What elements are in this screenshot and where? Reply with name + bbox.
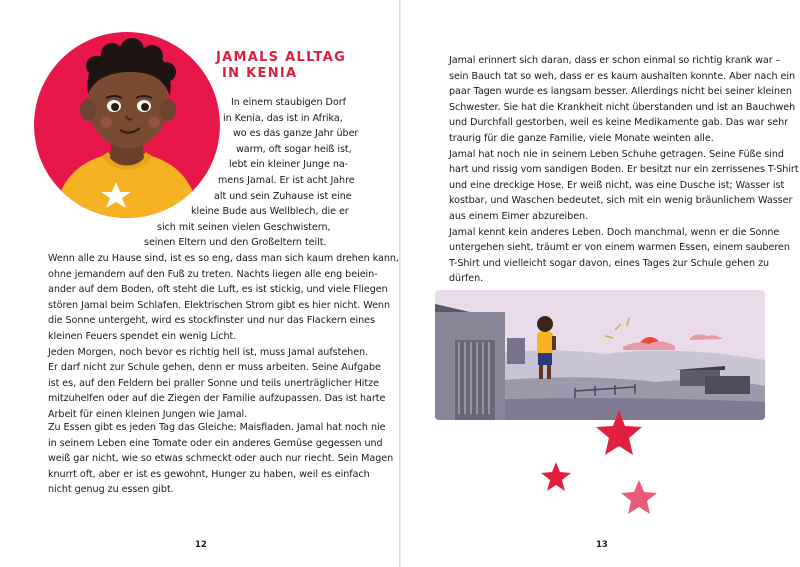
- right-line: Jamal erinnert sich daran, dass er schon einmal so richtig krank war –: [449, 55, 781, 66]
- body-line: Er darf nicht zur Schule gehen, denn er muss arbeiten. Seine Aufgabe: [48, 362, 381, 374]
- page-right: [401, 0, 800, 567]
- body-line: Arbeit für einen kleinen Jungen wie Jamal.: [48, 408, 248, 420]
- body-line: mitzuhelfen oder auf die Ziegen der Familie aufzupassen. Das ist harte: [48, 393, 386, 405]
- right-line: untergehen sieht, träumt er von einem warmen Essen, einem sauberen: [449, 242, 790, 254]
- food-line: in seinem Leben eine Tomate oder ein anderes Gemüse gegessen und: [48, 437, 383, 449]
- right-line: dürfen.: [449, 273, 484, 285]
- body-line: kleinen Feuers spendet ein wenig Licht.: [48, 330, 237, 342]
- chapter-title: [216, 50, 346, 82]
- decorative-stars: [401, 0, 800, 567]
- body-paragraph: [48, 251, 399, 423]
- intro-paragraph: [0, 95, 399, 251]
- intro-line: In einem staubigen Dorf: [231, 97, 346, 108]
- body-line: ohne jemandem auf den Fuß zu treten. Nachts liegen alle eng beiein-: [48, 268, 378, 280]
- right-line: traurig für die ganze Familie, viele Monate weinten alle.: [449, 132, 714, 144]
- body-line: Wenn alle zu Hause sind, ist es so eng, dass man sich kaum drehen kann,: [48, 253, 399, 264]
- page-number-left: 12: [195, 540, 207, 550]
- food-line: nicht genug zu essen gibt.: [48, 484, 174, 496]
- star-icon: [621, 480, 657, 514]
- intro-line: mens Jamal. Er ist acht Jahre: [218, 174, 355, 186]
- intro-line: kleine Bude aus Wellblech, die er: [191, 206, 349, 218]
- page-left: [0, 0, 399, 567]
- right-line: paar Tagen wurde es langsam besser. Allerdings nicht bei seiner kleinen: [449, 86, 792, 98]
- intro-line: in Kenia, das ist in Afrika,: [223, 112, 343, 124]
- food-line: weiß gar nicht, wie so etwas schmeckt oder auch nur riecht. Sein Magen: [48, 453, 394, 465]
- body-line: die Sonne untergeht, wird es stockfinster und nur das Flackern eines: [48, 315, 375, 327]
- intro-line: wo es das ganze Jahr über: [233, 128, 359, 140]
- right-line: kostbar, und Waschen bedeutet, sich mit ein wenig bräunlichem Wasser: [449, 195, 793, 207]
- right-line: Schwester. Sie hat die Krankheit nicht überstanden und ist an Bauchweh: [449, 101, 796, 113]
- star-icon: [541, 462, 571, 491]
- chapter-title-line-2: IN KENIA: [222, 66, 298, 81]
- intro-line: alt und sein Zuhause ist eine: [214, 190, 352, 202]
- right-line: Jamal hat noch nie in seinem Leben Schuhe getragen. Seine Füße sind: [449, 148, 784, 160]
- body-line: ist es, auf den Feldern bei praller Sonne und teils unerträglicher Hitze: [48, 377, 379, 389]
- right-line: sein Bauch tat so weh, dass er es kaum aushalten konnte. Aber nach ein: [449, 70, 795, 82]
- food-line: Zu Essen gibt es jeden Tag das Gleiche: Maisfladen. Jamal hat noch nie: [48, 422, 386, 433]
- intro-line: warm, oft sogar heiß ist,: [236, 143, 352, 155]
- intro-line: seinen Eltern und den Großeltern teilt.: [144, 237, 327, 249]
- right-line: und eine dreckige Hose. Er weiß nicht, was eine Dusche ist; Wasser ist: [449, 179, 785, 191]
- intro-line: sich mit seinen vielen Geschwistern,: [157, 221, 331, 233]
- right-line: T-Shirt und vielleicht sogar davon, eines Tages zur Schule gehen zu: [449, 257, 770, 269]
- right-line: und Durchfall gestorben, weil es keine Medikamente gab. Das war sehr: [449, 117, 789, 129]
- food-line: knurrt oft, aber er ist es gewohnt, Hunger zu haben, weil es einfach: [48, 468, 370, 480]
- body-line: ander auf dem Boden, oft steht die Luft, es ist stickig, und viele Fliegen: [48, 284, 388, 296]
- intro-line: lebt ein kleiner Junge na-: [229, 159, 349, 171]
- chapter-title-line-1: JAMALS ALLTAG: [216, 50, 347, 65]
- food-paragraph: [48, 420, 394, 498]
- page-number-right: 13: [596, 540, 608, 550]
- star-icon: [596, 410, 642, 455]
- right-line: Jamal kennt kein anderes Leben. Doch manchmal, wenn er die Sonne: [449, 226, 780, 238]
- body-line: Jeden Morgen, noch bevor es richtig hell ist, muss Jamal aufstehen.: [48, 346, 369, 358]
- right-line: aus einem Eimer abzureiben.: [449, 210, 589, 222]
- body-line: stören Jamal beim Schlafen. Elektrischen Strom gibt es hier nicht. Wenn: [48, 299, 390, 311]
- right-line: hart und rissig vom sandigen Boden. Er besitzt nur ein zerrissenes T-Shirt: [449, 164, 799, 176]
